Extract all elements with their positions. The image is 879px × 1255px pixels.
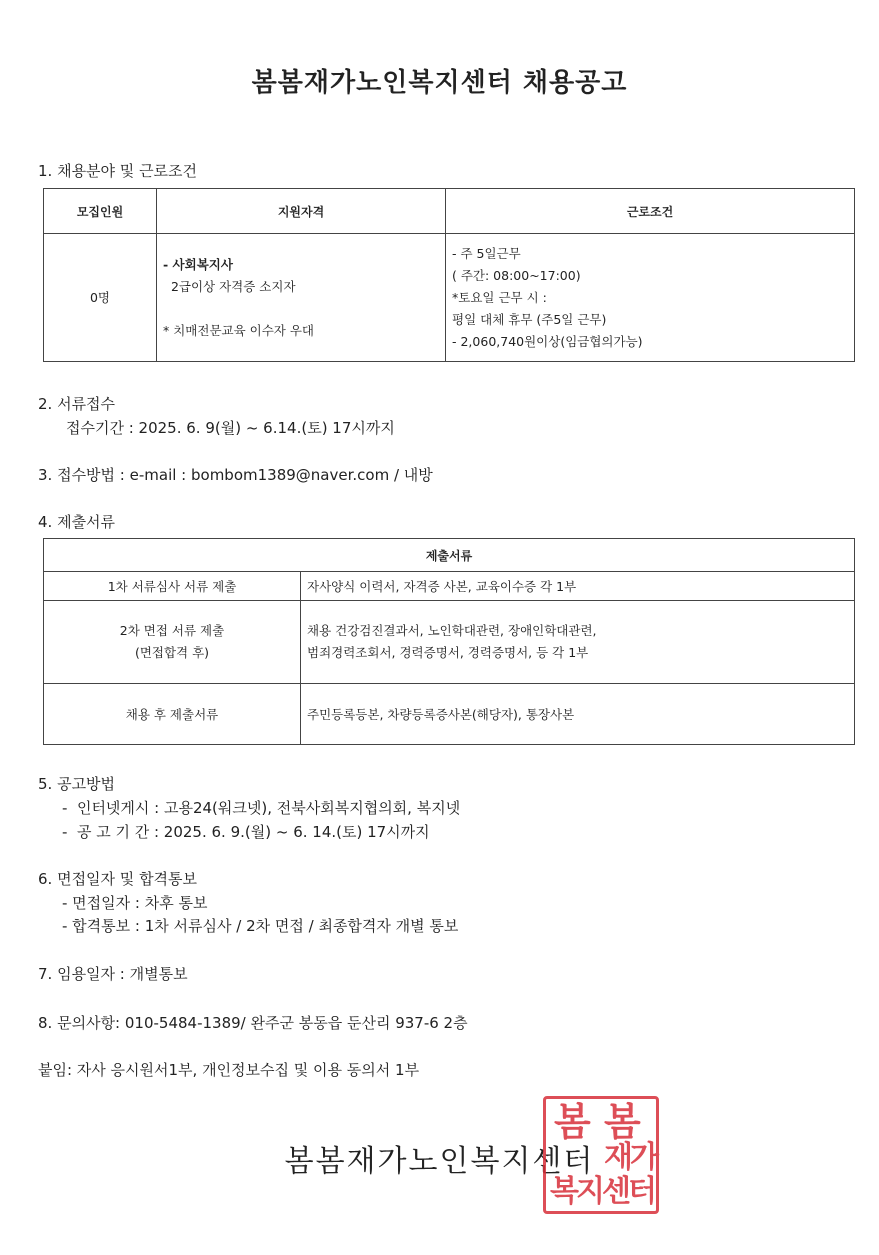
section-1-heading: 1. 채용분야 및 근로조건 <box>38 162 198 180</box>
header-qualification: 지원자격 <box>157 189 446 234</box>
recruit-count: 0명 <box>44 234 157 362</box>
doc-label: 채용 후 제출서류 <box>44 684 301 745</box>
condition-cell <box>446 234 855 362</box>
seal-char: 봄 <box>604 1100 639 1144</box>
qualification-cell <box>157 234 446 362</box>
receipt-period: 접수기간 : 2025. 6. 9(월) ~ 6.14.(토) 17시까지 <box>66 419 395 437</box>
seal-char: 봄 <box>554 1100 589 1144</box>
seal-char: 센 <box>602 1174 629 1209</box>
doc-label <box>44 601 301 684</box>
page-title: 봄봄재가노인복지센터 채용공고 <box>251 68 628 98</box>
seal-char: 재 <box>604 1140 631 1175</box>
attachment-note: 붙임: 자사 응시원서1부, 개인정보수집 및 이용 동의서 1부 <box>38 1061 420 1079</box>
doc-label-line: 2차 면접 서류 제출 <box>119 623 225 638</box>
section-8-heading: 8. 문의사항: 010-5484-1389/ 완주군 봉동읍 둔산리 937-6 2층 <box>38 1014 468 1032</box>
cond-line: - 2,060,740원이상(임금협의가능) <box>452 333 643 349</box>
section-5-heading: 5. 공고방법 <box>38 775 116 793</box>
qual-line: 2급이상 자격증 소지자 <box>163 278 296 294</box>
seal-char: 복 <box>550 1174 577 1209</box>
organization-name: 봄봄재가노인복지센터 <box>284 1144 595 1179</box>
documents-table <box>43 538 855 745</box>
conditions-row <box>44 234 855 362</box>
seal-char: 가 <box>630 1140 657 1175</box>
interview-line: - 면접일자 : 차후 통보 <box>62 894 208 912</box>
documents-row <box>44 572 855 601</box>
documents-row <box>44 601 855 684</box>
documents-header-row <box>44 539 855 572</box>
posting-line: - 공 고 기 간 : 2025. 6. 9.(월) ~ 6. 14.(토) 17시까지 <box>62 823 430 841</box>
qual-line: * 치매전문교육 이수자 우대 <box>163 322 314 338</box>
section-2-heading: 2. 서류접수 <box>38 395 116 413</box>
section-6-heading: 6. 면접일자 및 합격통보 <box>38 870 198 888</box>
header-count: 모집인원 <box>44 189 157 234</box>
doc-value-line: 범죄경력조회서, 경력증명서, 경력증명서, 등 각 1부 <box>307 645 589 660</box>
cond-line: 평일 대체 휴무 (주5일 근무) <box>452 311 607 327</box>
section-7-heading: 7. 임용일자 : 개별통보 <box>38 965 188 983</box>
conditions-header-row <box>44 189 855 234</box>
doc-value-line: 채용 건강검진결과서, 노인학대관련, 장애인학대관련, <box>307 623 597 638</box>
qual-line: - 사회복지사 <box>163 256 233 272</box>
seal-char: 지 <box>576 1174 603 1209</box>
doc-label: 1차 서류심사 서류 제출 <box>44 572 301 601</box>
cond-line: ( 주간: 08:00~17:00) <box>452 267 581 283</box>
doc-value: 자사양식 이력서, 자격증 사본, 교육이수증 각 1부 <box>301 572 855 601</box>
documents-table-title: 제출서류 <box>44 539 855 572</box>
qual-line <box>163 298 439 320</box>
official-seal-stamp <box>543 1096 659 1214</box>
header-conditions: 근로조건 <box>446 189 855 234</box>
documents-row <box>44 684 855 745</box>
section-3-heading: 3. 접수방법 : e-mail : bombom1389@naver.com / 내방 <box>38 466 433 484</box>
conditions-table <box>43 188 855 362</box>
cond-line: *토요일 근무 시 : <box>452 289 547 305</box>
seal-char: 터 <box>628 1174 655 1209</box>
section-4-heading: 4. 제출서류 <box>38 513 116 531</box>
cond-line: - 주 5일근무 <box>452 245 521 261</box>
doc-label-line: (면접합격 후) <box>134 645 210 660</box>
posting-line: - 인터넷게시 : 고용24(워크넷), 전북사회복지협의회, 복지넷 <box>62 799 461 817</box>
doc-value <box>301 601 855 684</box>
doc-value: 주민등록등본, 차량등록증사본(해당자), 통장사본 <box>301 684 855 745</box>
interview-line: - 합격통보 : 1차 서류심사 / 2차 면접 / 최종합격자 개별 통보 <box>62 917 459 935</box>
